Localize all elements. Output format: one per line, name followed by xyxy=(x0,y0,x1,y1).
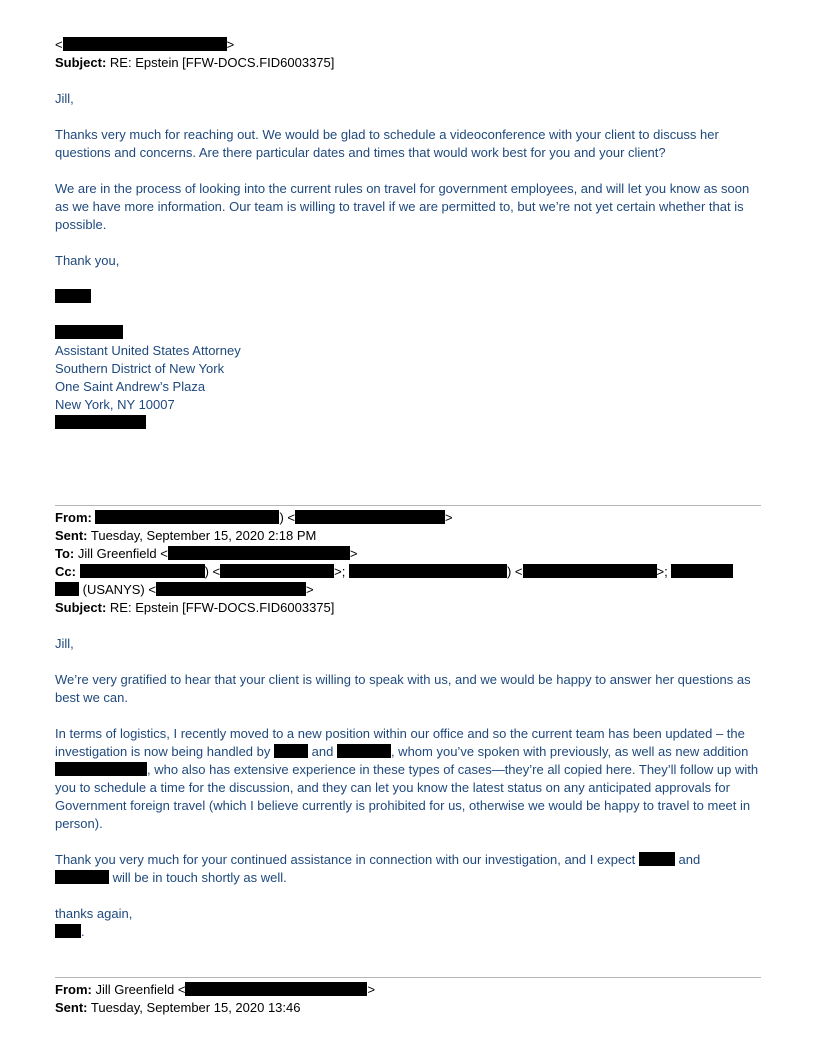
sent-value: Tuesday, September 15, 2020 13:46 xyxy=(90,1000,301,1015)
redaction-box xyxy=(671,564,733,578)
cc-separator: >; xyxy=(656,564,668,579)
signature-address-line1: One Saint Andrew’s Plaza xyxy=(55,379,206,394)
redaction-box xyxy=(185,982,367,996)
text-run: , who also has extensive experience in these types of cases—they’re all copied here. They’ll follow up with you to schedule a time for the discussion, and they can let you know the latest status on any anticipated approvals for Government foreign travel (which I believe currently is prohibited for us, otherwise we would be happy to travel to meet in person). xyxy=(55,762,759,831)
sent-label: Sent: xyxy=(55,528,88,543)
redaction-box xyxy=(95,510,279,524)
text-run: In terms of logistics, I recently moved to a new position within our office and so the current team has been updated – the investigation is now being handled by xyxy=(55,726,745,759)
angle-close: > xyxy=(305,582,314,597)
redaction-box xyxy=(639,852,675,866)
subject-value: RE: Epstein [FFW-DOCS.FID6003375] xyxy=(109,55,335,70)
to-label: To: xyxy=(55,546,75,561)
angle-open: < xyxy=(55,37,63,52)
redaction-box xyxy=(349,564,507,578)
text-run: will be in touch shortly as well. xyxy=(112,870,287,885)
to-line xyxy=(55,545,357,563)
paragraph: Thanks very much for reaching out. We would be glad to schedule a videoconference with your client to discuss her questions and concerns. Are there particular dates and times that would work best for you and your client? xyxy=(55,127,719,160)
subject-label: Subject: xyxy=(55,55,107,70)
signature-fullname-redacted xyxy=(55,324,123,342)
redaction-box xyxy=(63,37,227,51)
redaction-box xyxy=(274,744,308,758)
text-run: , whom you’ve spoken with previously, as well as new addition xyxy=(390,744,749,759)
redaction-box xyxy=(337,744,391,758)
from-label: From: xyxy=(55,510,92,525)
signature-name-redacted xyxy=(55,288,91,306)
signature-phone-redacted xyxy=(55,414,146,432)
text-run: and xyxy=(678,852,701,867)
sent-value: Tuesday, September 15, 2020 2:18 PM xyxy=(90,528,317,543)
angle-close: > xyxy=(445,510,453,525)
redaction-box xyxy=(55,289,91,303)
sent-line xyxy=(55,999,300,1017)
redaction-box xyxy=(168,546,350,560)
redaction-box xyxy=(55,762,147,776)
sent-label: Sent: xyxy=(55,1000,88,1015)
redaction-box xyxy=(55,582,79,596)
redaction-box xyxy=(295,510,445,524)
angle-close: > xyxy=(226,37,235,52)
redaction-box xyxy=(55,325,123,339)
cc-separator: ) < xyxy=(204,564,221,579)
signature-address-line2: New York, NY 10007 xyxy=(55,397,175,412)
cc-separator: >; xyxy=(334,564,346,579)
angle-close: > xyxy=(367,982,376,997)
redaction-box xyxy=(220,564,334,578)
text-run: and xyxy=(311,744,334,759)
from-line xyxy=(55,981,375,999)
paragraph-thanks xyxy=(55,851,761,887)
closing: Thank you, xyxy=(55,253,120,268)
sign-dot: . xyxy=(81,924,85,939)
paragraph: We’re very gratified to hear that your client is willing to speak with us, and we would be happy to answer her questions as best we can. xyxy=(55,672,751,705)
message-divider xyxy=(55,505,761,506)
paragraph-logistics xyxy=(55,725,761,833)
from-label: From: xyxy=(55,982,92,997)
greeting: Jill, xyxy=(55,636,74,651)
cc-org: (USANYS) < xyxy=(82,582,156,597)
sent-line xyxy=(55,527,316,545)
to-value: Jill Greenfield < xyxy=(77,546,168,561)
redaction-box xyxy=(55,924,81,938)
cc-line-continued xyxy=(55,581,314,599)
cc-separator: ) < xyxy=(506,564,523,579)
from-separator: ) < xyxy=(279,510,296,525)
subject-value: RE: Epstein [FFW-DOCS.FID6003375] xyxy=(109,600,335,615)
greeting: Jill, xyxy=(55,91,74,106)
from-value: Jill Greenfield < xyxy=(95,982,186,997)
redaction-box xyxy=(55,870,109,884)
message-divider xyxy=(55,977,761,978)
signature-title: Assistant United States Attorney xyxy=(55,343,241,358)
cc-label: Cc: xyxy=(55,564,76,579)
subject-line xyxy=(55,599,334,617)
sign-off xyxy=(55,923,85,941)
text-run: Thank you very much for your continued assistance in connection with our investigation, and I expect xyxy=(55,852,636,867)
from-line xyxy=(55,509,453,527)
subject-label: Subject: xyxy=(55,600,107,615)
subject-line xyxy=(55,54,334,72)
redaction-box xyxy=(156,582,306,596)
redaction-box xyxy=(523,564,657,578)
cc-line xyxy=(55,563,733,581)
paragraph: We are in the process of looking into the current rules on travel for government employees, and will let you know as soon as we have more information. Our team is willing to travel if we are permitted to, but we’re not yet certain whether that is possible. xyxy=(55,181,750,232)
signature-district: Southern District of New York xyxy=(55,361,225,376)
thanks-again: thanks again, xyxy=(55,906,133,921)
header-continuation-line xyxy=(55,36,234,54)
redaction-box xyxy=(55,415,146,429)
angle-close: > xyxy=(349,546,358,561)
redaction-box xyxy=(80,564,205,578)
